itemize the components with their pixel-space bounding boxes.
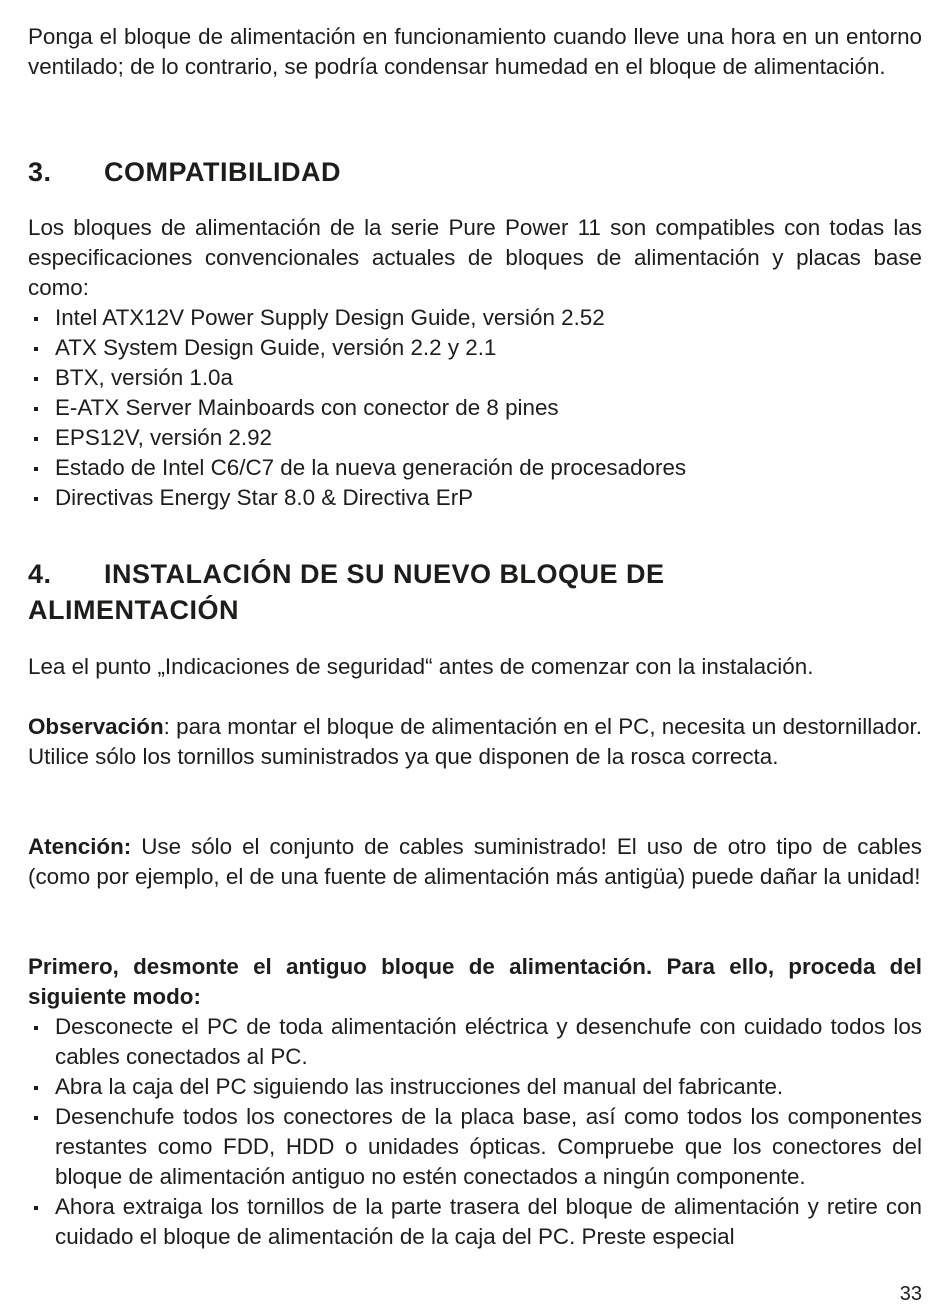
compatibility-paragraph: Los bloques de alimentación de la serie Pure Power 11 son compatibles con todas las especificaciones convencionales actuales de bloques de alimentación y placas base como: <box>28 215 922 300</box>
section-3-heading <box>28 154 341 190</box>
list-item: Directivas Energy Star 8.0 & Directiva ErP <box>28 483 922 513</box>
section-3-number: 3. <box>28 157 52 187</box>
safety-note-paragraph: Lea el punto „Indicaciones de seguridad“ antes de comenzar con la instalación. <box>28 654 814 679</box>
list-item: EPS12V, versión 2.92 <box>28 423 922 453</box>
list-item: Estado de Intel C6/C7 de la nueva generación de procesadores <box>28 453 922 483</box>
list-item: Intel ATX12V Power Supply Design Guide, versión 2.52 <box>28 303 922 333</box>
list-item: ATX System Design Guide, versión 2.2 y 2.1 <box>28 333 922 363</box>
section-4-heading <box>28 556 922 628</box>
page-number: 33 <box>899 1283 922 1305</box>
list-item: BTX, versión 1.0a <box>28 363 922 393</box>
section-4-title-line1: INSTALACIÓN DE SU NUEVO BLOQUE DE <box>104 559 665 589</box>
list-item: Ahora extraiga los tornillos de la parte trasera del bloque de alimentación y retire con cuidado el bloque de alimentación de la caja del PC. Preste especial <box>28 1192 922 1252</box>
section-4-title-line2: ALIMENTACIÓN <box>28 595 239 625</box>
removal-intro: Primero, desmonte el antiguo bloque de alimentación. Para ello, proceda del siguiente modo: <box>28 954 922 1009</box>
list-item: Desconecte el PC de toda alimentación eléctrica y desenchufe con cuidado todos los cables conectados al PC. <box>28 1012 922 1072</box>
section-4-number: 4. <box>28 559 52 589</box>
attention-text: Use sólo el conjunto de cables suministrado! El uso de otro tipo de cables (como por ejemplo, el de una fuente de alimentación más antigüa) puede dañar la unidad! <box>28 834 922 889</box>
attention-paragraph <box>28 832 922 892</box>
removal-steps-list <box>28 1012 922 1252</box>
attention-label: Atención: <box>28 834 132 859</box>
observation-label: Observación <box>28 714 164 739</box>
observation-text: : para montar el bloque de alimentación en el PC, necesita un destornillador. Utilice sólo los tornillos suministrados ya que disponen de la rosca correcta. <box>28 714 922 769</box>
intro-paragraph: Ponga el bloque de alimentación en funcionamiento cuando lleve una hora en un entorno ventilado; de lo contrario, se podría condensar humedad en el bloque de alimentación. <box>28 24 922 79</box>
compatibility-list <box>28 303 922 513</box>
list-item: E-ATX Server Mainboards con conector de 8 pines <box>28 393 922 423</box>
section-3-title: COMPATIBILIDAD <box>104 157 341 187</box>
observation-paragraph <box>28 712 922 772</box>
list-item: Abra la caja del PC siguiendo las instrucciones del manual del fabricante. <box>28 1072 922 1102</box>
list-item: Desenchufe todos los conectores de la placa base, así como todos los componentes restantes como FDD, HDD o unidades ópticas. Compruebe que los conectores del bloque de alimentación antiguo no estén conectados a ningún componente. <box>28 1102 922 1192</box>
